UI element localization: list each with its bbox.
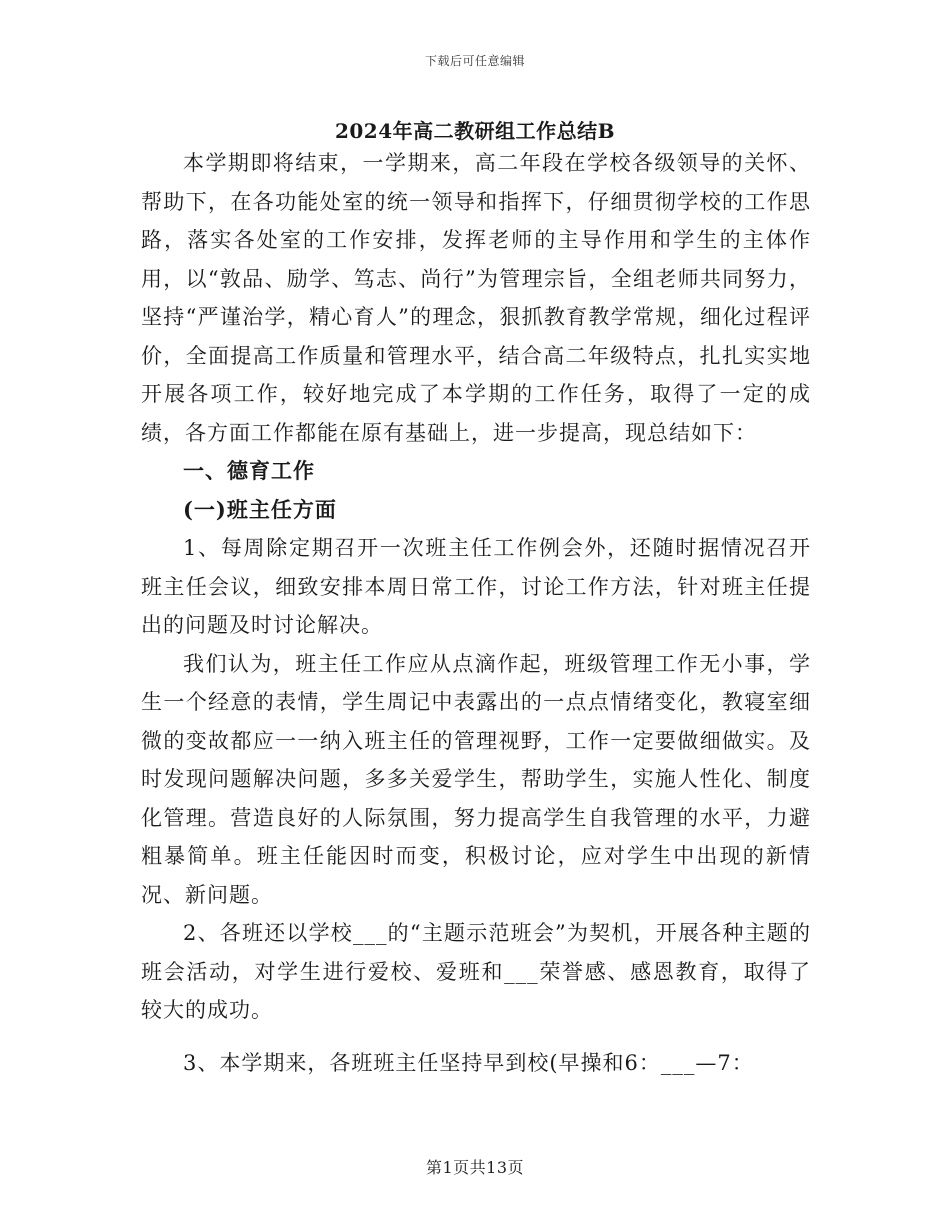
section-heading-moral-education: 一、德育工作: [183, 458, 315, 483]
page-header-note: 下载后可任意编辑: [424, 54, 525, 68]
document-title: 2024年高二教研组工作总结B: [334, 119, 616, 143]
paragraph-item-1: 1、每周除定期召开一次班主任工作例会外，还随时据情况召开班主任会议，细致安排本周日常工作，讨论工作方法，针对班主任提出的问题及时讨论解决。: [141, 536, 811, 637]
paragraph-our-view: 我们认为，班主任工作应从点滴作起，班级管理工作无小事，学生一个经意的表情，学生周记中表露出的一点点情绪变化，教寝室细微的变故都应一一纳入班主任的管理视野，工作一定要做细做实。及时发现问题解决问题，多多关爱学生，帮助学生，实施人性化、制度化管理。营造良好的人际氛围，努力提高学生自我管理的水平，力避粗暴简单。班主任能因时而变，积极讨论，应对学生中出现的新情况、新问题。: [141, 651, 811, 907]
paragraph-item-3: 3、本学期来，各班班主任坚持早到校(早操和6：___—7：: [183, 1050, 754, 1075]
document-body: [141, 144, 811, 1082]
intro-paragraph: 本学期即将结束，一学期来，高二年段在学校各级领导的关怀、帮助下，在各功能处室的统一领导和指挥下，仔细贯彻学校的工作思路，落实各处室的工作安排，发挥老师的主导作用和学生的主体作用，以“敦品、励学、笃志、尚行”为管理宗旨，全组老师共同努力，坚持“严谨治学，精心育人”的理念，狠抓教育教学常规，细化过程评价，全面提高工作质量和管理水平，结合高二年级特点，扎扎实实地开展各项工作，较好地完成了本学期的工作任务，取得了一定的成绩，各方面工作都能在原有基础上，进一步提高，现总结如下：: [141, 151, 811, 445]
page-number-footer: 第1页共13页: [425, 1158, 525, 1177]
subsection-heading-head-teachers: (一)班主任方面: [183, 496, 337, 522]
paragraph-item-2: 2、各班还以学校___的“主题示范班会”为契机，开展各种主题的班会活动，对学生进行爱校、爱班和___荣誉感、感恩教育，取得了较大的成功。: [141, 921, 811, 1022]
